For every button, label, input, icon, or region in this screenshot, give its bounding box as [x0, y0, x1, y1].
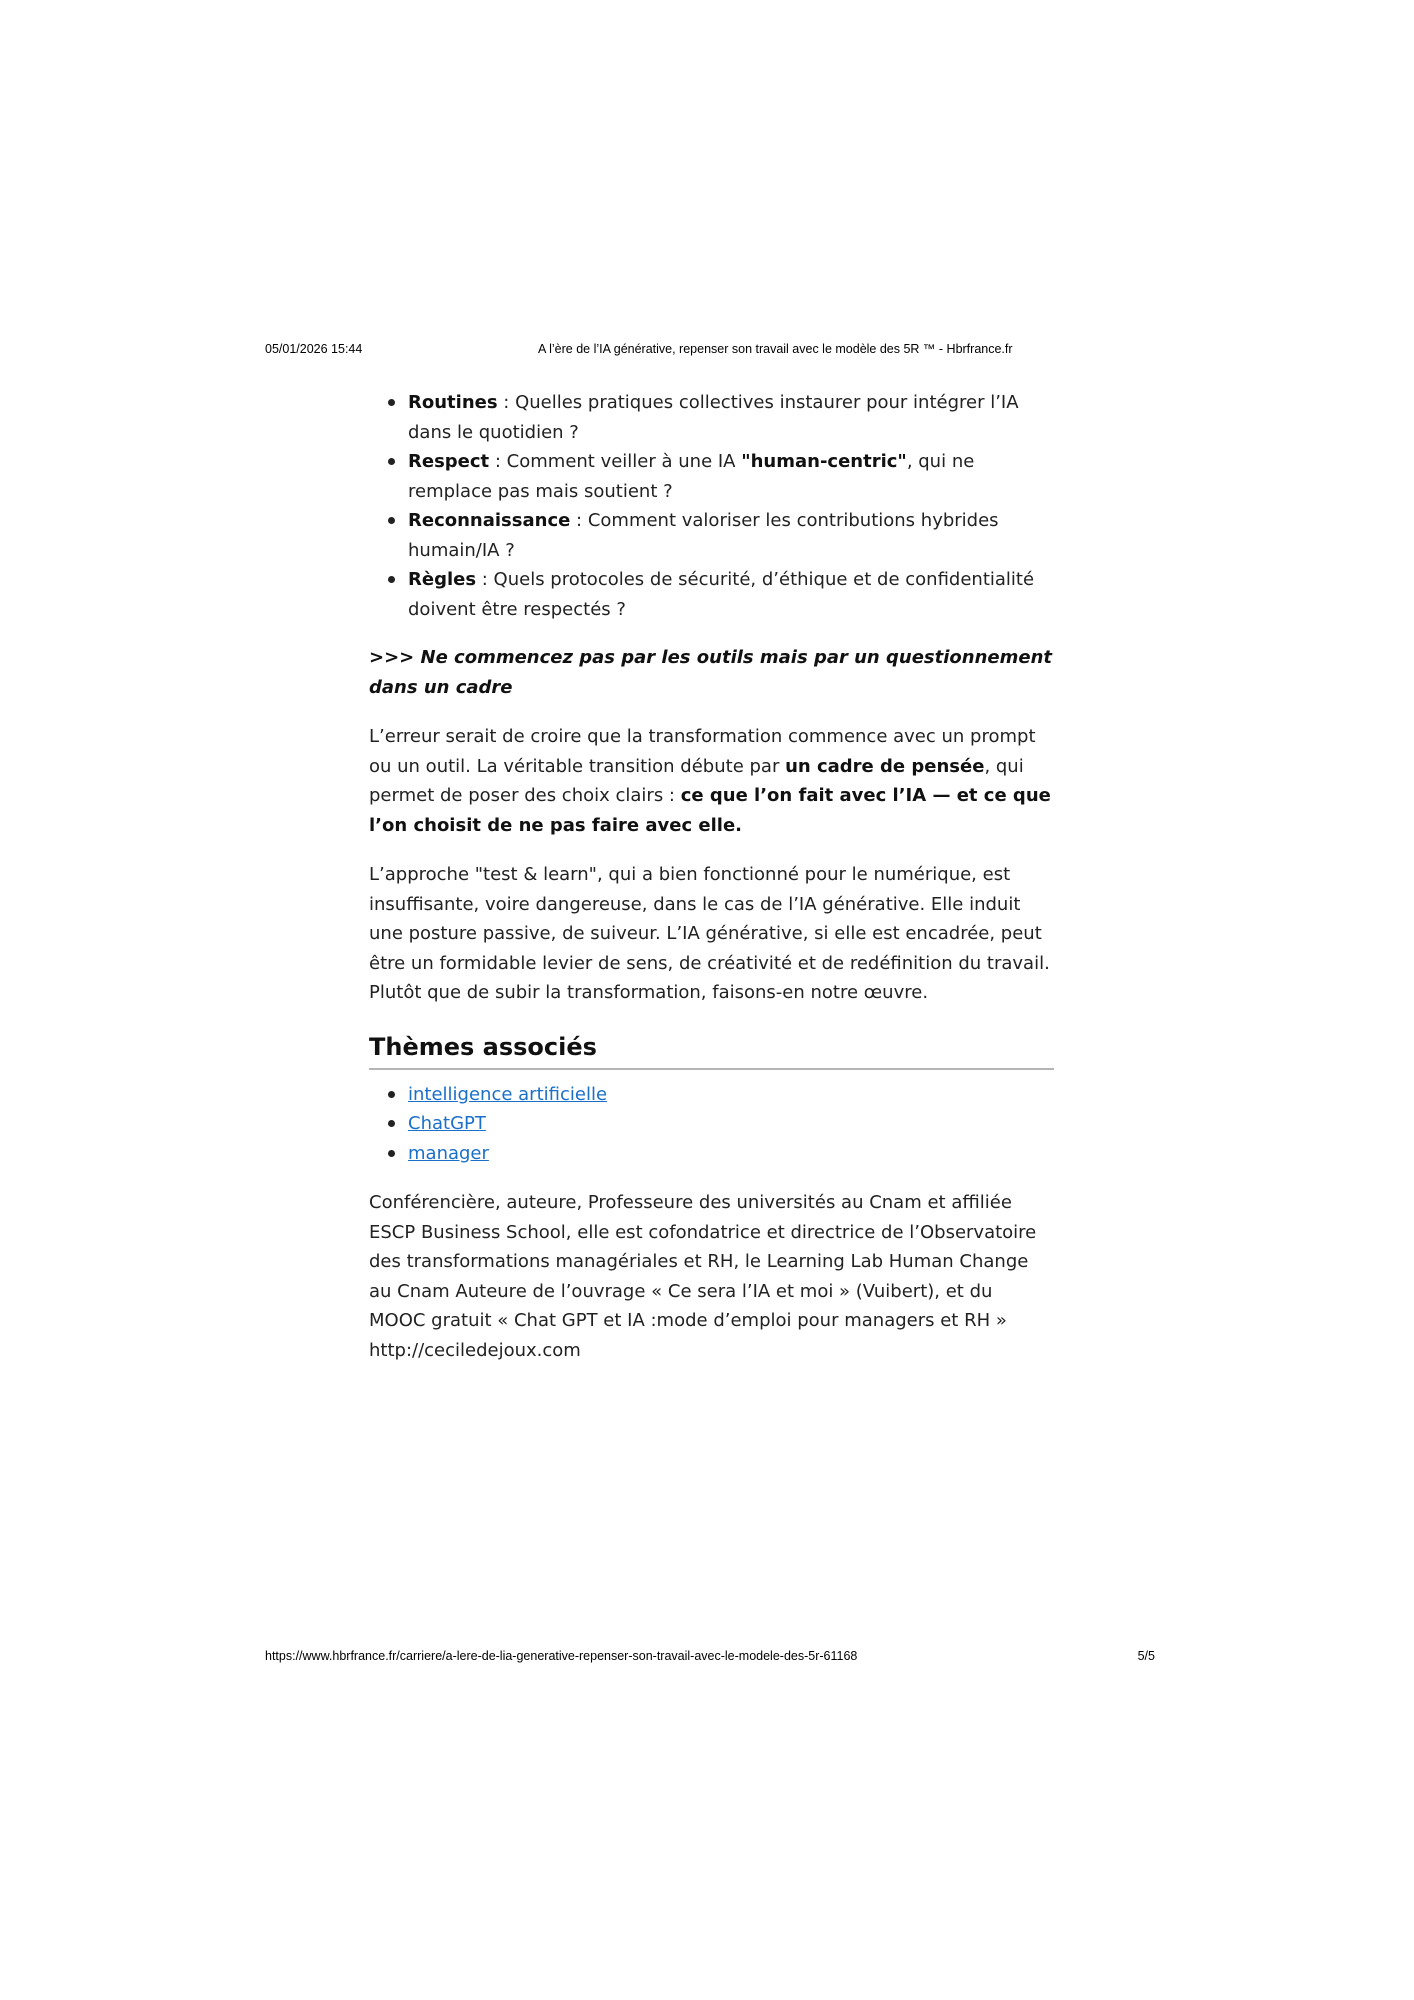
desc-reconnaissance: : Comment valoriser les contributions hybrides humain/IA ?: [408, 510, 999, 561]
term-regles: Règles: [408, 569, 477, 590]
bullet-icon: [388, 399, 395, 406]
desc-respect-end: , qui ne remplace pas mais soutient ?: [408, 451, 975, 502]
list-item-reconnaissance: [408, 506, 1054, 565]
paragraph-test-learn: L’approche "test & learn", qui a bien fonctionné pour le numérique, est insuffisante, voire dangereuse, dans le cas de l’IA générative. Elle induit une posture passive, de suiveur. L’IA générative, si elle est encadrée, peut être un formidable levier de sens, de créativité et de redéfinition du travail. Plutôt que de subir la transformation, faisons-en notre œuvre.: [369, 864, 1050, 1003]
term-respect: Respect: [408, 451, 490, 472]
desc-respect-start: : Comment veiller à une IA: [489, 451, 742, 472]
bullet-icon: [388, 1120, 395, 1127]
theme-link-ia[interactable]: intelligence artificielle: [408, 1083, 608, 1105]
print-header: [265, 342, 1155, 360]
print-date: 05/01/2026 15:44: [265, 342, 363, 356]
author-bio: Conférencière, auteure, Professeure des universités au Cnam et affiliée ESCP Business School, elle est cofondatrice et directrice de l’Observatoire des transformations managériales et RH, le Learning Lab Human Change au Cnam Auteure de l’ouvrage « Ce sera l’IA et moi » (Vuibert), et du MOOC gratuit « Chat GPT et IA :mode d’emploi pour managers et RH » http://ceciledejoux.com: [369, 1192, 1037, 1361]
list-item-regles: [408, 565, 1054, 624]
list-item-respect: [408, 447, 1054, 506]
theme-item: [408, 1139, 1054, 1169]
human-centric-emphasis: "human-centric": [741, 451, 907, 472]
callout-heading: >>> Ne commencez pas par les outils mais par un questionnement dans un cadre: [369, 647, 1052, 698]
term-routines: Routines: [408, 392, 498, 413]
desc-routines: : Quelles pratiques collectives instaurer pour intégrer l’IA dans le quotidien ?: [408, 392, 1019, 443]
paragraph-cadre-part2: , qui permet de poser des choix clairs :: [369, 755, 1024, 806]
bullet-icon: [388, 576, 395, 583]
themes-heading: Thèmes associés: [369, 1030, 1054, 1070]
paragraph-cadre: [369, 722, 1054, 840]
five-r-list: [369, 388, 1054, 624]
themes-list: [369, 1080, 1054, 1169]
print-url: https://www.hbrfrance.fr/carriere/a-lere-de-lia-generative-repenser-son-travail-avec-le-modele-des-5r-61168: [265, 1649, 858, 1663]
theme-item: [408, 1080, 1054, 1110]
page-number: 5/5: [1137, 1649, 1155, 1663]
bullet-icon: [388, 1150, 395, 1157]
desc-regles: : Quels protocoles de sécurité, d’éthique et de confidentialité doivent être respectés ?: [408, 569, 1035, 620]
article-body: [369, 388, 1054, 1365]
theme-link-chatgpt[interactable]: ChatGPT: [408, 1113, 486, 1134]
list-item-routines: [408, 388, 1054, 447]
print-footer: [265, 1649, 1155, 1667]
paragraph-cadre-part1: L’erreur serait de croire que la transformation commence avec un prompt ou un outil. La véritable transition débute par: [369, 726, 1036, 777]
print-page-title: A l’ère de l’IA générative, repenser son travail avec le modèle des 5R ™ - Hbrfrance.fr: [538, 342, 1013, 356]
theme-item: [408, 1109, 1054, 1139]
theme-link-manager[interactable]: manager: [408, 1142, 489, 1164]
paragraph-cadre-bold2: ce que l’on fait avec l’IA — et ce que l’on choisit de ne pas faire avec elle.: [369, 785, 1051, 836]
paragraph-cadre-bold1: un cadre de pensée: [785, 755, 985, 777]
term-reconnaissance: Reconnaissance: [408, 510, 571, 531]
bullet-icon: [388, 517, 395, 524]
bullet-icon: [388, 458, 395, 465]
bullet-icon: [388, 1091, 395, 1098]
